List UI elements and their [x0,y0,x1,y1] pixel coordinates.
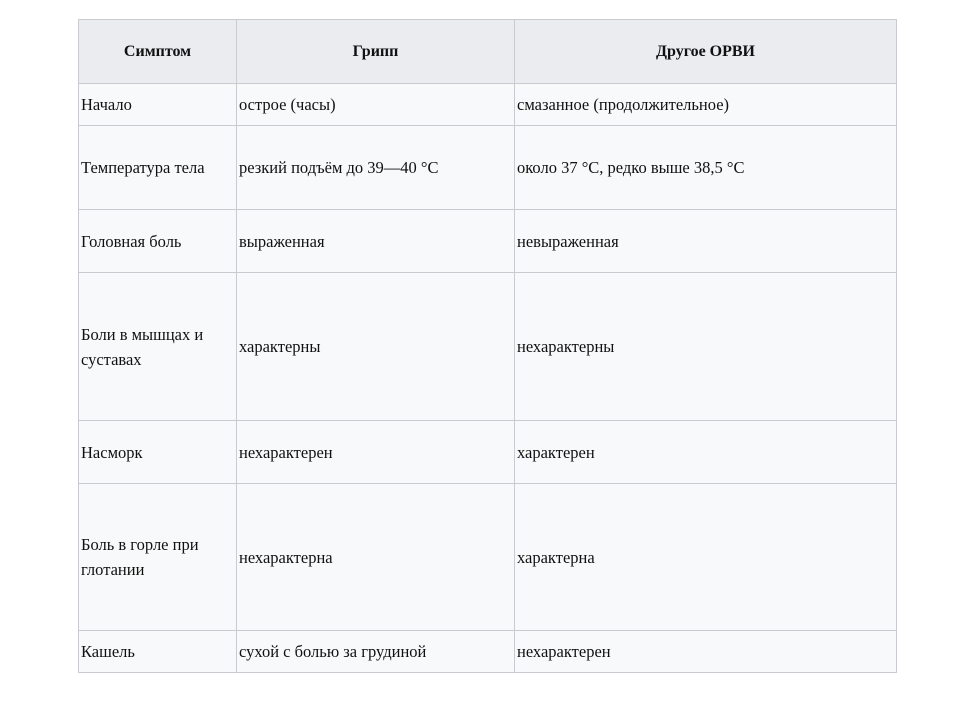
cell-flu: выраженная [237,210,515,273]
table-header-row [79,20,897,84]
cell-symptom: Боль в горле при глотании [79,484,237,631]
cell-flu: острое (часы) [237,84,515,126]
cell-flu: резкий подъём до 39—40 °C [237,126,515,210]
comparison-table-container [78,19,896,673]
cell-symptom: Боли в мышцах и суставах [79,273,237,421]
cell-other-arvi: нехарактерны [515,273,897,421]
header-symptom: Симптом [79,20,237,84]
header-flu: Грипп [237,20,515,84]
cell-symptom: Насморк [79,421,237,484]
cell-symptom: Начало [79,84,237,126]
symptom-comparison-table [78,19,897,673]
table-row [79,273,897,421]
table-row [79,210,897,273]
table-row [79,126,897,210]
cell-other-arvi: характерна [515,484,897,631]
table-row [79,84,897,126]
cell-symptom: Головная боль [79,210,237,273]
cell-flu: характерны [237,273,515,421]
cell-flu: сухой с болью за грудиной [237,631,515,673]
cell-flu: нехарактерна [237,484,515,631]
cell-other-arvi: характерен [515,421,897,484]
cell-other-arvi: смазанное (продолжительное) [515,84,897,126]
cell-flu: нехарактерен [237,421,515,484]
cell-other-arvi: нехарактерен [515,631,897,673]
cell-other-arvi: около 37 °C, редко выше 38,5 °C [515,126,897,210]
cell-symptom: Температура тела [79,126,237,210]
table-row [79,484,897,631]
table-row [79,421,897,484]
table-row [79,631,897,673]
header-other-arvi: Другое ОРВИ [515,20,897,84]
cell-other-arvi: невыраженная [515,210,897,273]
cell-symptom: Кашель [79,631,237,673]
